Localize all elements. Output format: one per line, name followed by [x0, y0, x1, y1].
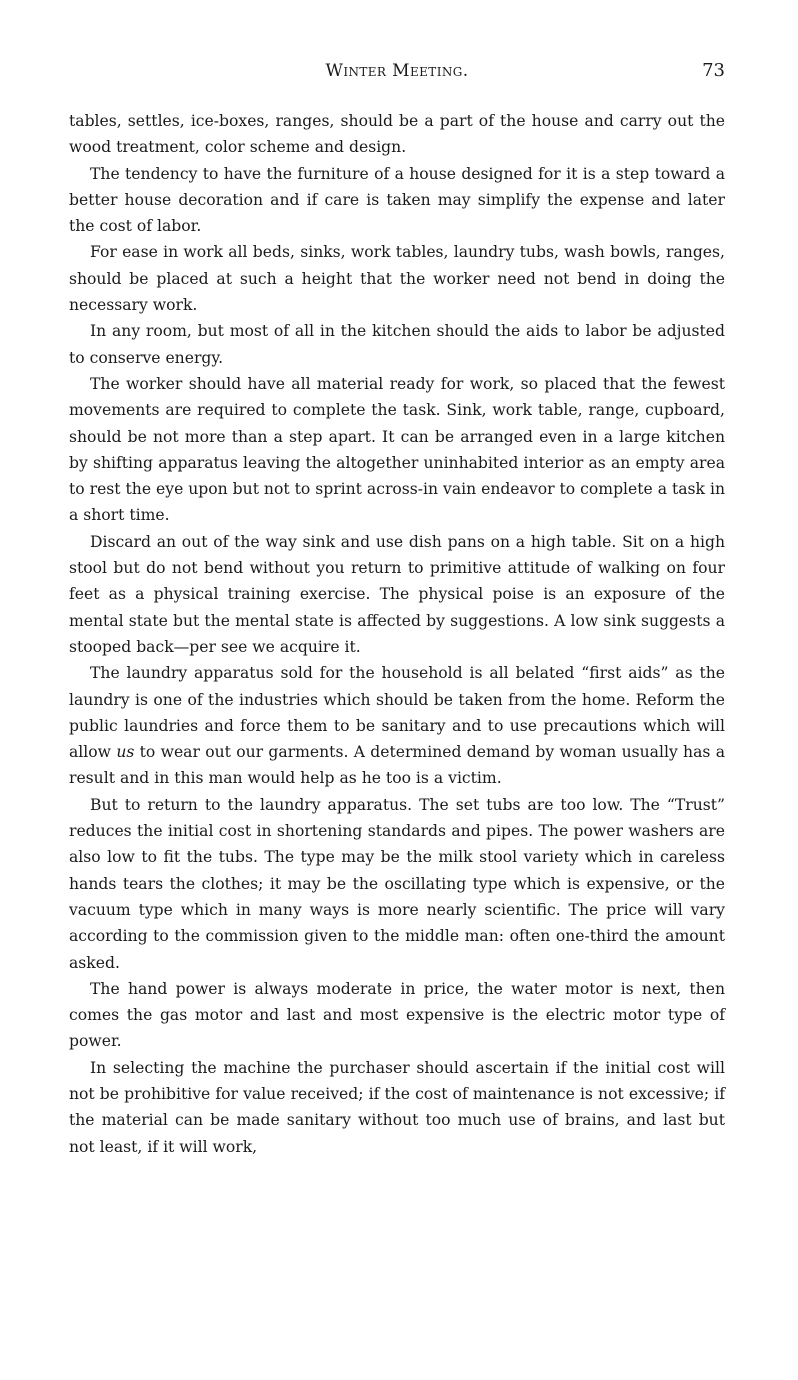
paragraph-selecting-machine: In selecting the machine the purchaser should ascertain if the initial cost will not be prohibitive for value received; if the cost of maintenance is not excessive; if the material can be made sanitary without too much use of brains, and last but not least, if it will work,: [69, 1058, 725, 1156]
running-title: Winter Meeting.: [325, 61, 469, 81]
page-body: [69, 108, 725, 1160]
paragraph-laundry-reform-text-before: The laundry apparatus sold for the household is all belated “first aids” as the laundry is one of the industries which should be taken from the home. Reform the public laundries and force them to be sanitary and to use precautions which will allow: [69, 664, 725, 762]
paragraph-work-height: For ease in work all beds, sinks, work tables, laundry tubs, wash bowls, ranges, should be placed at such a height that the worker need not bend in doing the necessary work.: [69, 243, 725, 315]
paragraph-sink-height: Discard an out of the way sink and use dish pans on a high table. Sit on a high stool but do not bend without you return to primitive attitude of walking on four feet as a physical training exercise. The physical poise is an exposure of the mental state but the mental state is affected by suggestions. A low sink suggests a stooped back—per see we acquire it.: [69, 532, 725, 656]
paragraph-kitchen-aids: In any room, but most of all in the kitchen should the aids to labor be adjusted to conserve energy.: [69, 322, 725, 367]
page-number: 73: [702, 60, 725, 81]
paragraph-laundry-reform: [69, 660, 725, 791]
paragraph-continuation: tables, settles, ice-boxes, ranges, should be a part of the house and carry out the wood treatment, color scheme and design.: [69, 112, 725, 157]
paragraph-worker-movements: The worker should have all material ready for work, so placed that the fewest movements are required to complete the task. Sink, work table, range, cupboard, should be not more than a step apart. It can be arranged even in a large kitchen by shifting apparatus leaving the altogether uninhabited interior as an empty area to rest the eye upon but not to sprint across-in vain endeavor to complete a task in a short time.: [69, 374, 725, 525]
paragraph-laundry-reform-text-after: to wear out our garments. A determined demand by woman usually has a result and in this man would help as he too is a victim.: [69, 743, 725, 788]
paragraph-power-types: The hand power is always moderate in price, the water motor is next, then comes the gas motor and last and most expensive is the electric motor type of power.: [69, 979, 725, 1051]
running-header: [69, 58, 725, 84]
paragraph-laundry-apparatus: But to return to the laundry apparatus. The set tubs are too low. The “Trust” reduces the initial cost in shortening standards and pipes. The power washers are also low to fit the tubs. The type may be the milk stool variety which in careless hands tears the clothes; it may be the oscillating type which is expensive, or the vacuum type which in many ways is more nearly scientific. The price will vary according to the commission given to the middle man: often one-third the amount asked.: [69, 795, 725, 972]
paragraph-furniture-design: The tendency to have the furniture of a house designed for it is a step toward a better house decoration and if care is taken may simplify the expense and later the cost of labor.: [69, 164, 725, 236]
emphasis-us: us: [116, 743, 135, 762]
